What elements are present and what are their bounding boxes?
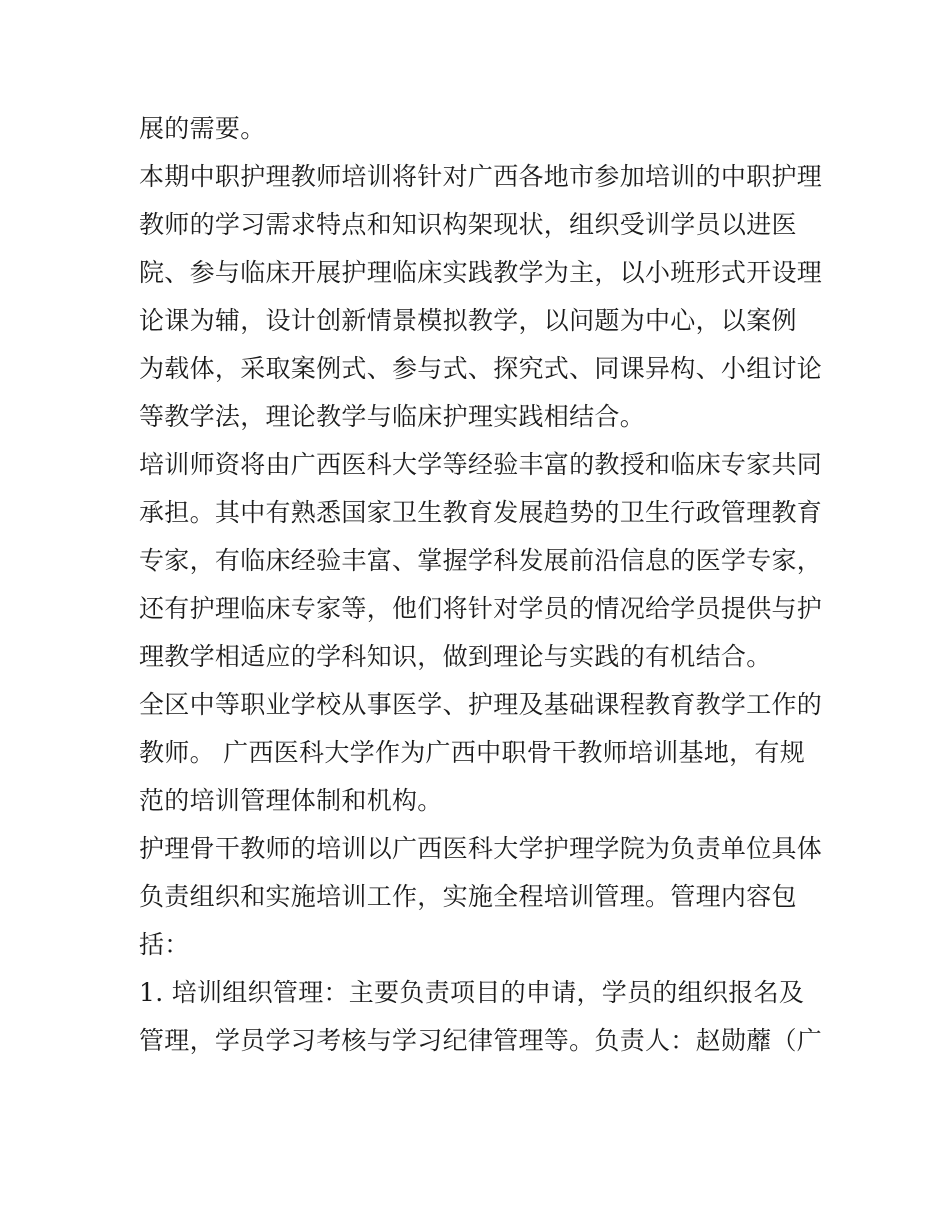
text-line: 等教学法，理论教学与临床护理实践相结合。 [139,402,646,431]
text-line: 承担。其中有熟悉国家卫生教育发展趋势的卫生行政管理教育 [139,498,823,527]
text-line: 括： [139,930,190,959]
document-body [139,105,829,1065]
text-line: 全区中等职业学校从事医学、护理及基础课程教育教学工作的 [139,690,823,719]
text-line: 培训师资将由广西医科大学等经验丰富的教授和临床专家共同 [139,450,823,479]
text-line: 为载体，采取案例式、参与式、探究式、同课异构、小组讨论 [139,354,823,383]
text-line: 护理骨干教师的培训以广西医科大学护理学院为负责单位具体 [139,834,823,863]
text-line: 管理，学员学习考核与学习纪律管理等。负责人：赵勋蘼（广 [139,1026,823,1055]
text-line: 负责组织和实施培训工作，实施全程培训管理。管理内容包 [139,882,797,911]
text-line: 本期中职护理教师培训将针对广西各地市参加培训的中职护理 [139,162,823,191]
text-line: 院、参与临床开展护理临床实践教学为主，以小班形式开设理 [139,258,823,287]
text-line: 展的需要。 [139,114,266,143]
text-line: 教师的学习需求特点和知识构架现状，组织受训学员以进医 [139,210,797,239]
text-line: 还有护理临床专家等，他们将针对学员的情况给学员提供与护 [139,594,823,623]
text-line: 1. 培训组织管理：主要负责项目的申请，学员的组织报名及 [139,978,805,1007]
text-line: 范的培训管理体制和机构。 [139,786,443,815]
text-line: 教师。 广西医科大学作为广西中职骨干教师培训基地，有规 [139,738,806,767]
text-line: 论课为辅，设计创新情景模拟教学，以问题为中心，以案例 [139,306,797,335]
text-line: 理教学相适应的学科知识，做到理论与实践的有机结合。 [139,642,772,671]
text-line: 专家，有临床经验丰富、掌握学科发展前沿信息的医学专家， [139,546,823,575]
